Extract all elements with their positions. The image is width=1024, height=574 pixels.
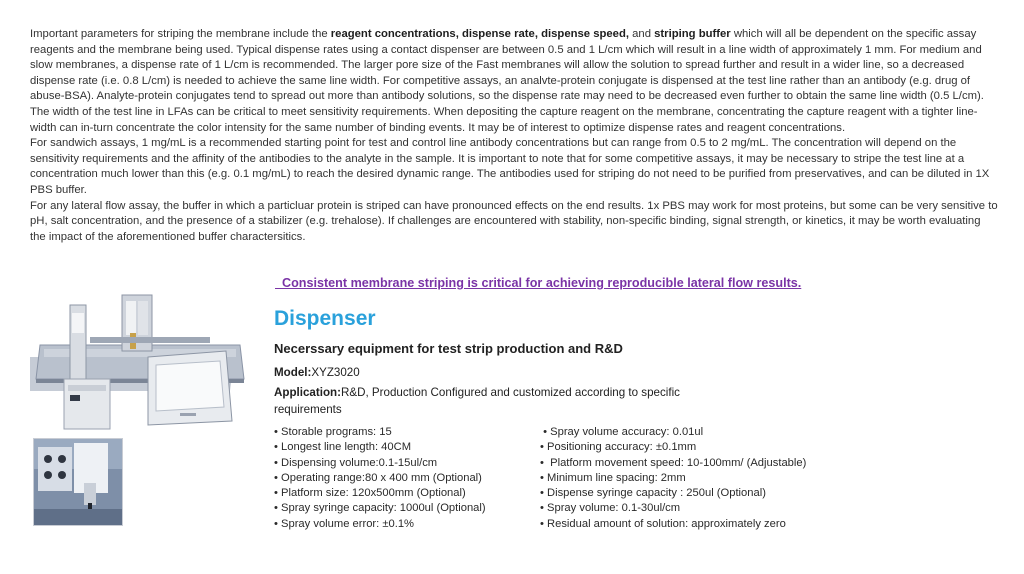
intro-p1-text-a: Important parameters for striping the membrane include the xyxy=(30,28,331,40)
spec-item: • Platform movement speed: 10-100mm/ (Adjustable) xyxy=(540,456,807,469)
model-line xyxy=(274,366,360,379)
spec-item: • Spray volume accuracy: 0.01ul xyxy=(540,426,704,438)
product-title: Dispenser xyxy=(274,307,376,330)
intro-paragraph-3: For any lateral flow assay, the buffer in which a particluar protein is striped can have pronounced effects on the end results. 1x PBS may work for most proteins, but some can be very sensitive to pH, salt concentration, and the presence of a stabilizer (e.g. trehalose). If challenges are encountered with stability, non-specific binding, signal strength, or kinetics, it may be worth evaluating the impact of the aforementioned buffer charactersitics. xyxy=(30,199,998,243)
intro-p1-bold-2: striping buffer xyxy=(654,28,731,40)
intro-paragraph-2: For sandwich assays, 1 mg/mL is a recommended starting point for test and control line antibody concentrations but can range from 0.5 to 2 mg/mL. The concentration will depend on the sensitivity requirements and the affinity of the antibodies to the analyte in the sample. It is important to note that for some competitive assays, it may be necessary to stripe the test line at a concentration much lower than this (e.g. 0.1 mg/mL) to reach the desired dynamic range. The antibodies used for striping do not need to be purified from preservatives, and can be diluted in 1X PBS buffer. xyxy=(30,137,990,196)
spec-item: • Spray syringe capacity: 1000ul (Optional) xyxy=(274,502,486,515)
product-subtitle: Necerssary equipment for test strip production and R&D xyxy=(274,341,623,356)
application-label: Application: xyxy=(274,386,341,399)
spec-item: • Residual amount of solution: approximately zero xyxy=(540,517,786,530)
spec-item: • Platform size: 120x500mm (Optional) xyxy=(274,487,466,500)
intro-p1-text-c: which will all be dependent on the specific assay reagents and the membrane being used. Typical dispense rates using a contact dispenser are between 0.5 and 1 L/cm which will result in a line width of approximately 1 mm. For medium and slow membranes, a dispense rate of 1 L/cm is recommended. The larger pore size of the Fast membranes will allow the solution to spread further and result in a wider line, so a decreased dispense rate (i.e. 0.8 L/cm) is needed to achieve the same line width. For competitive assays, an analvte-protein conjugate is dispensed at the test line rather than an antibody (e.g. drug of abuse-BSA). Analyte-protein conjugates tend to spread out more than antibody solutions, so the dispense rate may need to be decreased even further to obtain the same line width (0.5 L/cm). The width of the test line in LFAs can be critical to meet sensitivity requirements. When depositing the capture reagent on the membrane, concentrating the capture reagent with a tighter line-width can in-turn concentrate the color intensity for the same number of binding events. It may be of interest to optimize dispense rates and reagent concentrations. xyxy=(30,28,984,134)
specs-list-left xyxy=(274,425,486,532)
spec-item: • Dispense syringe capacity : 250ul (Optional) xyxy=(540,487,766,500)
model-value: XYZ3020 xyxy=(311,366,360,379)
spec-item: • Storable programs: 15 xyxy=(274,426,392,438)
dispenser-machine-image xyxy=(30,285,246,433)
spec-item: • Spray volume error: ±0.1% xyxy=(274,517,415,530)
dispense-head-thumbnail xyxy=(33,438,123,526)
intro-p1-bold-1: reagent concentrations, dispense rate, dispense speed, xyxy=(330,28,629,40)
application-value: R&D, Production Configured and customized according to specific requirements xyxy=(274,386,680,416)
intro-text xyxy=(30,27,998,245)
emphasis-link[interactable]: Consistent membrane striping is critical for achieving reproducible lateral flow results. xyxy=(275,276,802,290)
application-line xyxy=(274,384,734,418)
spec-item: • Spray volume: 0.1-30ul/cm xyxy=(540,502,681,515)
spec-item: • Dispensing volume:0.1-15ul/cm xyxy=(274,456,438,469)
spec-item: • Minimum line spacing: 2mm xyxy=(540,471,686,484)
intro-p1-text-b: and xyxy=(629,28,655,40)
model-label: Model: xyxy=(274,366,312,379)
spec-item: • Longest line length: 40CM xyxy=(274,441,412,454)
spec-item: • Operating range:80 x 400 mm (Optional) xyxy=(274,471,482,484)
specs-list-right xyxy=(540,425,806,532)
spec-item: • Positioning accuracy: ±0.1mm xyxy=(540,441,697,454)
intro-paragraph-1 xyxy=(30,27,998,136)
